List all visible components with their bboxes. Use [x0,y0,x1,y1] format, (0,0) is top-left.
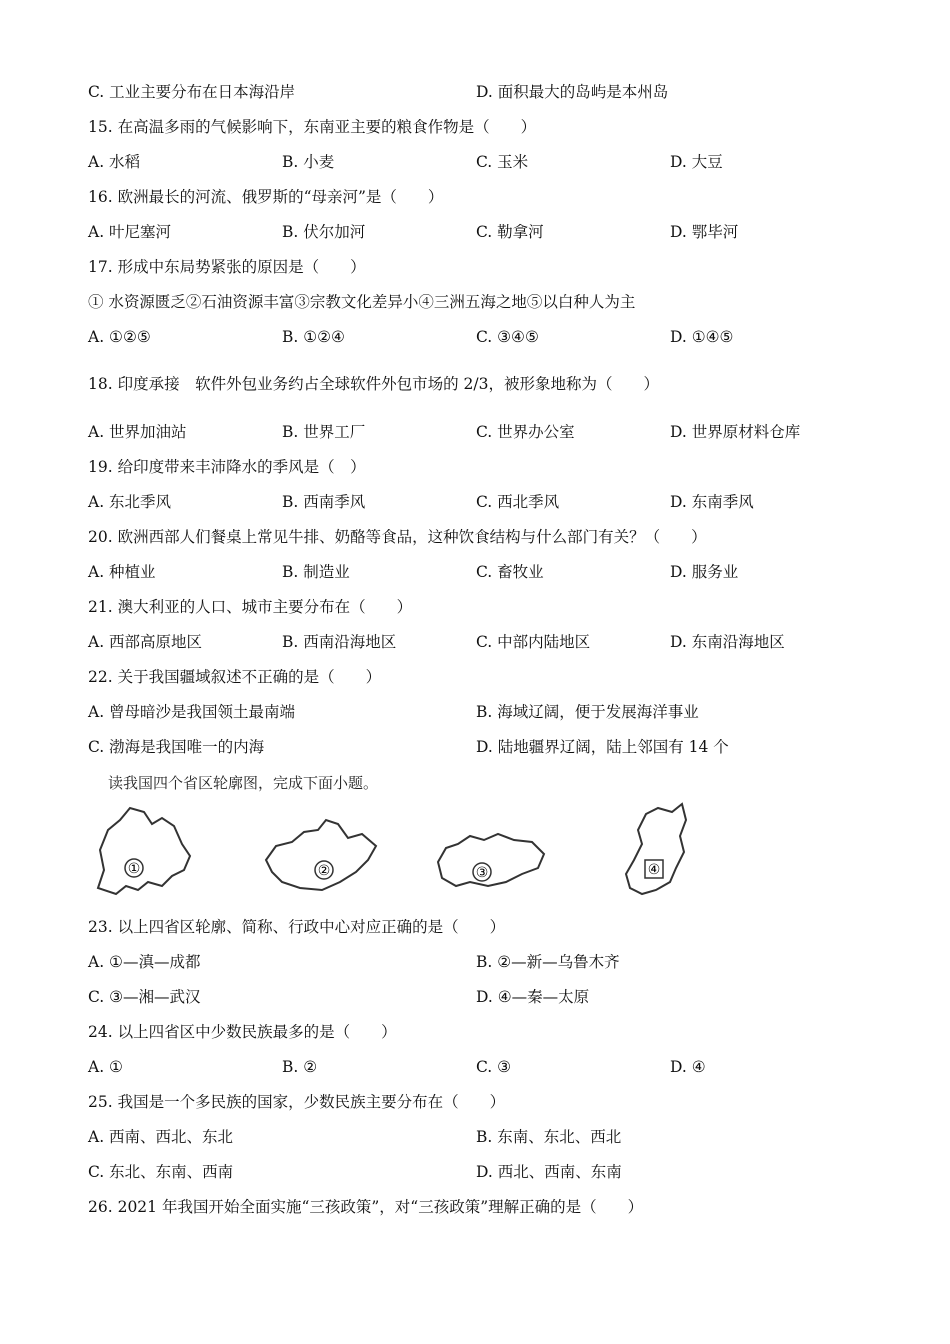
q24-option-a: A. ① [88,1058,123,1076]
q19-option-a: A. 东北季风 [88,493,172,511]
q14-option-d: D. 面积最大的岛屿是本州岛 [476,83,669,101]
q19-option-c: C. 西北季风 [476,493,560,511]
q15-option-c: C. 玉米 [476,153,529,171]
q26-stem: 26. 2021 年我国开始全面实施“三孩政策”，对“三孩政策”理解正确的是（ ） [88,1198,644,1216]
province-label-1: ① [127,861,141,877]
q16-option-d: D. 鄂毕河 [670,223,739,241]
province-label-4: ④ [647,862,661,878]
q16-option-b: B. 伏尔加河 [282,223,366,241]
province-outline-3 [438,834,544,886]
q18-option-a: A. 世界加油站 [88,423,187,441]
q25-option-b: B. 东南、东北、西北 [476,1128,622,1146]
q20-option-c: C. 畜牧业 [476,563,544,581]
q24-option-d: D. ④ [670,1058,706,1076]
q23-option-d: D. ④—秦—太原 [476,988,590,1006]
province-outline-map [86,790,786,902]
q20-option-b: B. 制造业 [282,563,350,581]
province-label-3: ③ [475,865,489,881]
q22-option-d: D. 陆地疆界辽阔，陆上邻国有 14 个 [476,738,729,756]
q19-stem: 19. 给印度带来丰沛降水的季风是（ ） [88,458,366,476]
q15-option-a: A. 水稻 [88,153,141,171]
q21-stem: 21. 澳大利亚的人口、城市主要分布在（ ） [88,598,413,616]
province-outline-4 [626,804,686,894]
q15-option-b: B. 小麦 [282,153,335,171]
province-label-2: ② [317,863,331,879]
q17-stem: 17. 形成中东局势紧张的原因是（ ） [88,258,366,276]
q16-stem: 16. 欧洲最长的河流、俄罗斯的“母亲河”是（ ） [88,188,444,206]
q24-option-c: C. ③ [476,1058,512,1076]
q23-option-b: B. ②—新—乌鲁木齐 [476,953,620,971]
q22-option-c: C. 渤海是我国唯一的内海 [88,738,265,756]
q25-option-d: D. 西北、西南、东南 [476,1163,622,1181]
map-caption: 读我国四个省区轮廓图，完成下面小题。 [108,774,379,792]
q21-option-a: A. 西部高原地区 [88,633,203,651]
q25-option-c: C. 东北、东南、西南 [88,1163,234,1181]
q22-option-a: A. 曾母暗沙是我国领土最南端 [88,703,296,721]
q23-option-c: C. ③—湘—武汉 [88,988,201,1006]
q18-option-c: C. 世界办公室 [476,423,575,441]
q15-option-d: D. 大豆 [670,153,723,171]
q22-option-b: B. 海域辽阔，便于发展海洋事业 [476,703,699,721]
province-outline-1 [98,808,190,894]
q17-option-a: A. ①②⑤ [88,328,151,346]
province-outline-2 [266,820,376,890]
q25-option-a: A. 西南、西北、东北 [88,1128,234,1146]
q19-option-b: B. 西南季风 [282,493,366,511]
q20-stem: 20. 欧洲西部人们餐桌上常见牛排、奶酪等食品，这种饮食结构与什么部门有关？（ ） [88,528,707,546]
q15-stem: 15. 在高温多雨的气候影响下，东南亚主要的粮食作物是（ ） [88,118,537,136]
q17-option-c: C. ③④⑤ [476,328,539,346]
q23-stem: 23. 以上四省区轮廓、简称、行政中心对应正确的是（ ） [88,918,506,936]
q21-option-b: B. 西南沿海地区 [282,633,397,651]
q14-option-c: C. 工业主要分布在日本海沿岸 [88,83,296,101]
q18-option-b: B. 世界工厂 [282,423,366,441]
q21-option-c: C. 中部内陆地区 [476,633,591,651]
q18-option-d: D. 世界原材料仓库 [670,423,801,441]
q25-stem: 25. 我国是一个多民族的国家，少数民族主要分布在（ ） [88,1093,506,1111]
q16-option-a: A. 叶尼塞河 [88,223,172,241]
q17-option-d: D. ①④⑤ [670,328,734,346]
q24-stem: 24. 以上四省区中少数民族最多的是（ ） [88,1023,397,1041]
q16-option-c: C. 勒拿河 [476,223,544,241]
q20-option-d: D. 服务业 [670,563,739,581]
q23-option-a: A. ①—滇—成都 [88,953,201,971]
q17-option-b: B. ①②④ [282,328,345,346]
q24-option-b: B. ② [282,1058,318,1076]
q17-list: ① 水资源匮乏②石油资源丰富③宗教文化差异小④三洲五海之地⑤以白种人为主 [88,293,636,311]
q21-option-d: D. 东南沿海地区 [670,633,785,651]
q22-stem: 22. 关于我国疆域叙述不正确的是（ ） [88,668,382,686]
q20-option-a: A. 种植业 [88,563,156,581]
q19-option-d: D. 东南季风 [670,493,754,511]
q18-stem: 18. 印度承接 软件外包业务约占全球软件外包市场的 2/3，被形象地称为（ ） [88,375,659,393]
